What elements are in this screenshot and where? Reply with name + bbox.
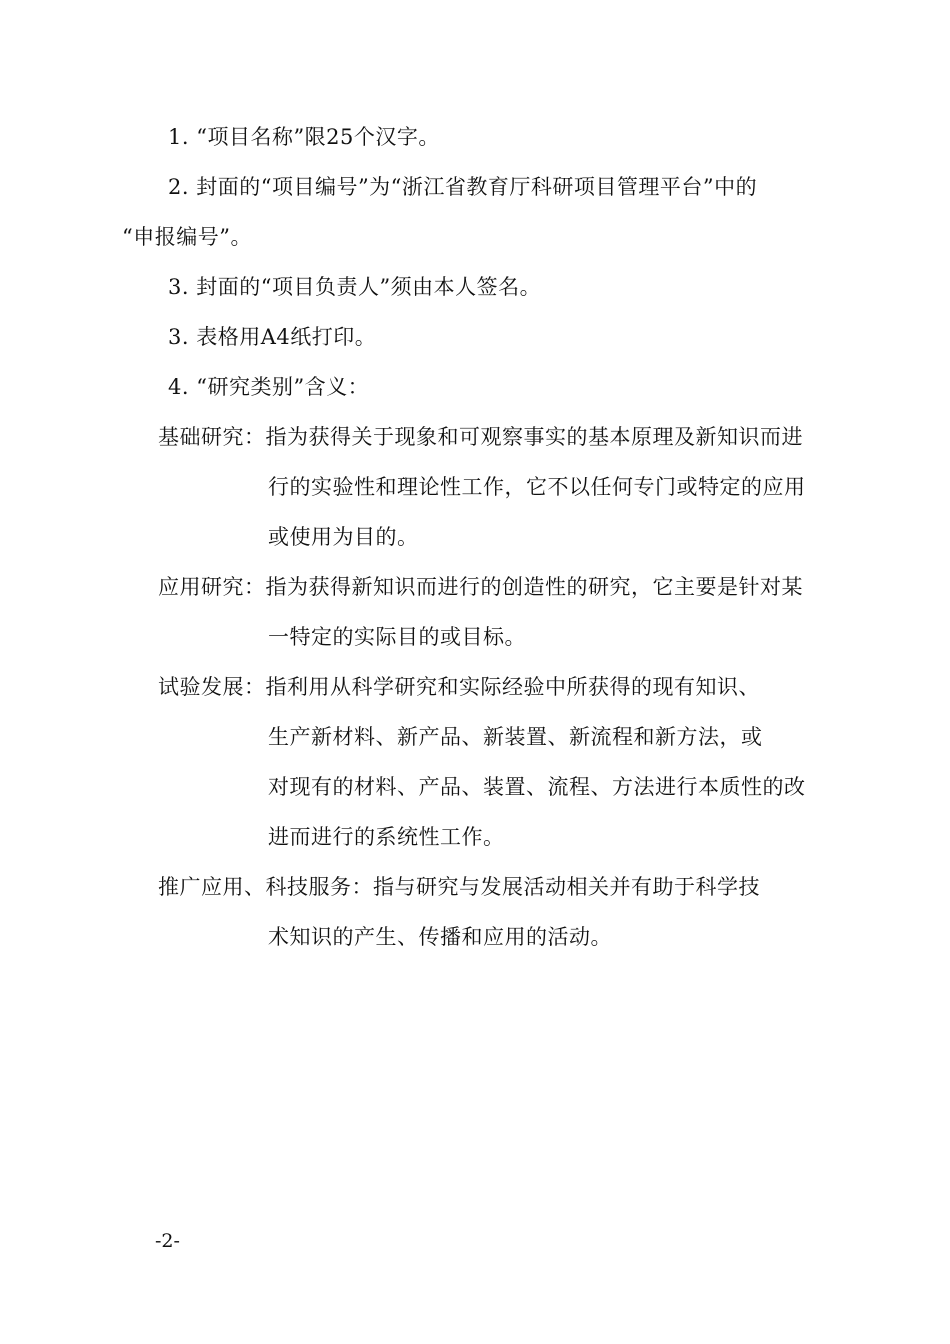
definition-extension-line-1: 推广应用、科技服务：指与研究与发展活动相关并有助于科学技 <box>158 875 760 899</box>
definition-basic-line-2: 行的实验性和理论性工作，它不以任何专门或特定的应用 <box>268 475 806 499</box>
definition-experimental-line-4: 进而进行的系统性工作。 <box>268 825 505 849</box>
note-3b: 3. 表格用A4纸打印。 <box>168 325 377 349</box>
note-2: 2. 封面的“项目编号”为“浙江省教育厅科研项目管理平台”中的 <box>168 175 758 199</box>
definition-basic-line-3: 或使用为目的。 <box>268 525 419 549</box>
definition-experimental-line-2: 生产新材料、新产品、新装置、新流程和新方法，或 <box>268 725 763 749</box>
note-2-continued: “申报编号”。 <box>122 225 252 249</box>
definition-applied-line-1: 应用研究：指为获得新知识而进行的创造性的研究，它主要是针对某 <box>158 575 803 599</box>
note-3: 3. 封面的“项目负责人”须由本人签名。 <box>168 275 542 299</box>
definition-applied-line-2: 一特定的实际目的或目标。 <box>268 625 526 649</box>
definition-extension-line-2: 术知识的产生、传播和应用的活动。 <box>268 925 612 949</box>
note-1: 1. “项目名称”限25个汉字。 <box>168 125 440 149</box>
note-4: 4. “研究类别”含义： <box>168 375 370 399</box>
page-number: -2- <box>155 1230 180 1252</box>
definition-experimental-line-1: 试验发展：指利用从科学研究和实际经验中所获得的现有知识、 <box>158 675 760 699</box>
definition-basic-line-1: 基础研究：指为获得关于现象和可观察事实的基本原理及新知识而进 <box>158 425 803 449</box>
definition-experimental-line-3: 对现有的材料、产品、装置、流程、方法进行本质性的改 <box>268 775 806 799</box>
